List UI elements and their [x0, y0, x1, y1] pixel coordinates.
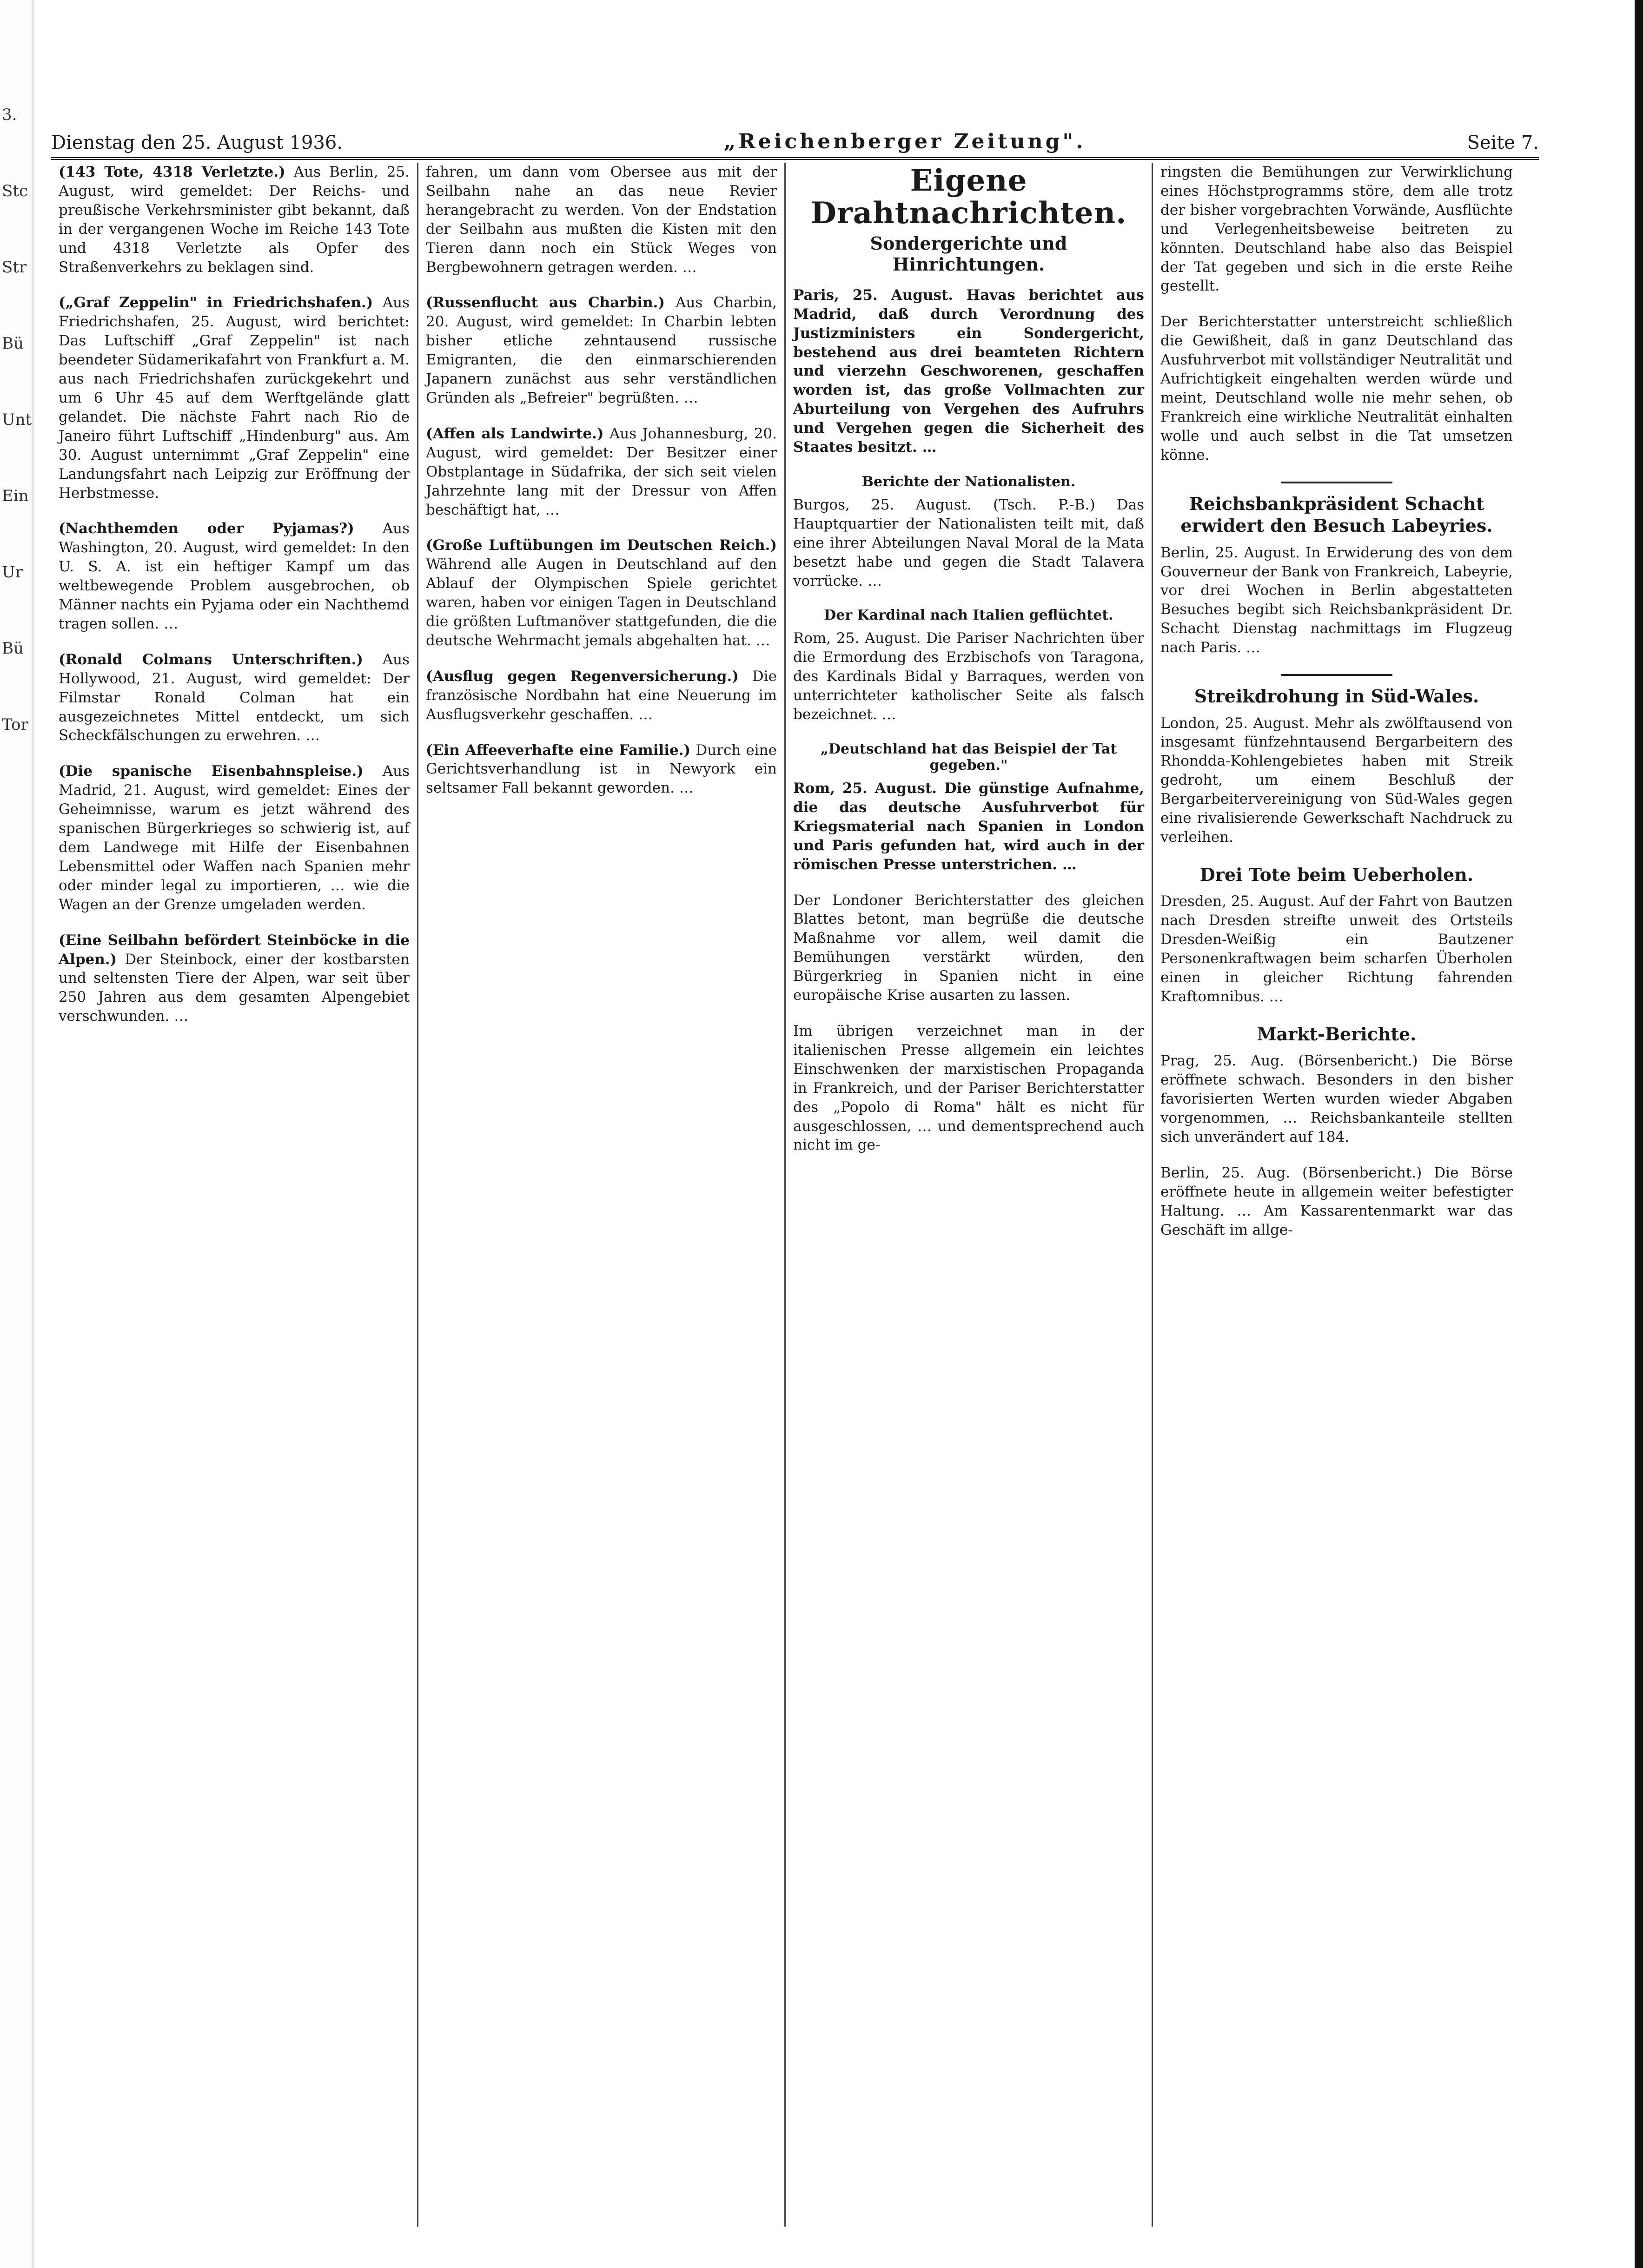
article-body: Der Londoner Berichterstatter des gleichen Blattes betont, man begrüße die deutsche Maßnahme vor allem, weil damit die Bemühungen verstärkt würden, den Bürgerkrieg in Spanien nicht in eine europäische Krise ausarten zu lassen. [793, 892, 1144, 1004]
article [59, 293, 410, 503]
article [793, 496, 1144, 591]
scan-edge-right [1635, 0, 1643, 2268]
edge-fragment: Ur [2, 563, 23, 582]
column-4 [1153, 163, 1520, 2227]
edge-fragment: Tor [2, 715, 28, 734]
article-text [426, 741, 777, 798]
article-body: Aus Friedrichshafen, 25. August, wird berichtet: Das Luftschiff „Graf Zeppelin" ist nach beendeter Südamerikafahrt von Frankfurt a. M. aus nach Friedrichshafen zurückgekehrt und um 6 Uhr 45 auf dem Werftgelände glatt gelandet. Die nächste Fahrt nach Rio de Janeiro führt Luftschiff „Hindenburg" aus. Am 30. August unternimmt „Graf Zeppelin" eine Landungsfahrt nach Leipzig zur Eröffnung der Herbstmesse. [59, 294, 410, 502]
article-body: Während alle Augen in Deutschland auf den Ablauf der Olympischen Spiele gerichtet waren, haben vor einigen Tagen in Deutschland die größten Luftmanöver stattgefunden, die die deutsche Wehrmacht jemals abgehalten hat. … [426, 556, 777, 649]
article-kicker: (Die spanische Eisenbahnspleise.) [59, 763, 364, 780]
edge-fragment: Bü [2, 639, 24, 658]
article-body: Burgos, 25. August. (Tsch. P.-B.) Das Hauptquartier der Nationalisten teilt mit, daß eine ihrer Abteilungen Naval Moral de la Mata besetzt habe und gegen die Stadt Talavera vorrücke. … [793, 496, 1144, 589]
article [426, 424, 777, 520]
edge-fragment: Stc [2, 182, 28, 200]
article-body: Berlin, 25. August. In Erwiderung des von dem Gouverneur der Bank von Frankreich, Labeyrie, vor drei Wochen in Berlin abgestatteten Besuches begibt sich Reichsbankpräsident Dr. Schacht Dienstag nachmittags im Flugzeug nach Paris. … [1160, 544, 1513, 656]
article-body: Im übrigen verzeichnet man in der italienischen Presse allgemein ein leichtes Einschwenken der marxistischen Propaganda in Frankreich, und der Pariser Berichterstatter des „Popolo di Roma" hält es nicht für ausgeschlossen, … und dementsprechend auch nicht im ge- [793, 1022, 1144, 1154]
article-text [59, 293, 410, 503]
article [793, 286, 1144, 457]
article [793, 629, 1144, 724]
article [1160, 714, 1513, 847]
article [59, 519, 410, 633]
article-headline: Streikdrohung in Süd-Wales. [1194, 686, 1479, 707]
divider [1281, 482, 1392, 483]
article-kicker: (Große Luftübungen im Deutschen Reich.) [426, 537, 777, 554]
article-body: Paris, 25. August. Havas berichtet aus Madrid, daß durch Verordnung des Justizministers ein Sondergericht, bestehend aus drei beamteten Richtern und vierzehn Geschworenen, geschaffen worden ist, das große Vollmachten zur Aburteilung von Vergehen des Aufruhrs und Vergehen gegen die Sicherheit des Staates besitzt. … [793, 286, 1144, 456]
article-body: Berlin, 25. Aug. (Börsenbericht.) Die Börse eröffnete heute in allgemein weiter befestigter Haltung. … Am Kassarentenmarkt war das Geschäft im allge- [1160, 1164, 1513, 1238]
article-body: Aus Charbin, 20. August, wird gemeldet: In Charbin lebten bisher etliche zehntausend russische Emigranten, die den einmarschierenden Japanern zunächst aus sehr verständlichen Gründen als „Befreier" begrüßten. … [426, 294, 777, 406]
article [1160, 892, 1513, 1006]
article-body: Aus Washington, 20. August, wird gemeldet: In den U. S. A. ist ein heftiger Kampf um das weltbewegende Problem ausgebrochen, ob Männer nachts ein Pyjama oder ein Nachthemd tragen sollen. … [59, 520, 410, 632]
article [59, 931, 410, 1026]
article [793, 891, 1144, 1005]
article-headline: Reichsbankpräsident Schacht erwidert den Besuch Labeyries. [1180, 493, 1493, 536]
article-kicker: (Ronald Colmans Unterschriften.) [59, 651, 363, 668]
article-body: Rom, 25. August. Die günstige Aufnahme, die das deutsche Ausfuhrverbot für Kriegsmaterial nach Spanien in London und Paris gefunden hat, wird auch in der römischen Presse unterstrichen. … [793, 780, 1144, 873]
article-body: Durch eine Gerichtsverhandlung ist in Newyork ein seltsamer Fall bekannt geworden. … [426, 741, 777, 797]
article-body: Dresden, 25. August. Auf der Fahrt von Bautzen nach Dresden streifte unweit des Ortsteils Dresden-Weißig ein Bautzener Personenkraftwagen beim scharfen Überholen einen in gleicher Richtung fahrenden Kraftomnibus. … [1160, 893, 1513, 1005]
article [426, 741, 777, 798]
article-headline: Berichte der Nationalisten. [861, 473, 1076, 490]
article-kicker: (Ein Affeeverhafte eine Familie.) [426, 741, 691, 759]
article-kicker: (Affen als Landwirte.) [426, 425, 604, 442]
article-headline: Markt-Berichte. [1257, 1023, 1417, 1045]
article-text [59, 931, 410, 1026]
article-kicker: („Graf Zeppelin" in Friedrichshafen.) [59, 294, 373, 311]
article-text [426, 536, 777, 650]
article-text [426, 667, 777, 724]
article-kicker: (143 Tote, 4318 Verletzte.) [59, 164, 285, 180]
article [59, 650, 410, 746]
header-date: Dienstag den 25. August 1936. [51, 132, 343, 153]
edge-fragment: Str [2, 258, 27, 277]
article-text [59, 163, 410, 277]
article-headline: Drei Tote beim Ueberholen. [1199, 864, 1474, 885]
article-body: Aus Berlin, 25. August, wird gemeldet: Der Reichs- und preußische Verkehrsminister gibt bekannt, daß in der vergangenen Woche im Reiche 143 Tote und 4318 Verletzte als Opfer des Straßenverkehrs zu beklagen sind. [59, 164, 410, 276]
article-text [426, 424, 777, 520]
article-body: Aus Hollywood, 21. August, wird gemeldet: Der Filmstar Ronald Colman hat ein ausgezeichnetes Mittel entdeckt, um sich Scheckfälschungen zu erwehren. … [59, 651, 410, 744]
article-body: Aus Johannesburg, 20. August, wird gemeldet: Der Besitzer einer Obstplantage in Südafrika, der sich seit vielen Jahrzehnte lang mit der Dressur von Affen beschäftigt hat, … [426, 425, 777, 518]
article [793, 1022, 1144, 1155]
article-headline: „Deutschland hat das Beispiel der Tat gegeben." [820, 741, 1117, 774]
columns [51, 163, 1539, 2227]
article-body: London, 25. August. Mehr als zwölftausend von insgesamt fünfzehntausend Bergarbeitern des Rhondda-Kohlengebietes haben mit Streik gedroht, um einem Beschluß der Bergarbeitervereinigung von Süd-Wales gegen eine rivalisierende Gewerkschaft Nachdruck zu verleihen. [1160, 714, 1513, 846]
article-kicker: (Nachthemden oder Pyjamas?) [59, 520, 354, 537]
article [426, 667, 777, 724]
article [1160, 312, 1513, 464]
article-body: fahren, um dann vom Obersee aus mit der Seilbahn nahe an das neue Revier herangebracht zu werden. Von der Endstation der Seilbahn aus mußten die Kisten mit den Tieren dann noch ein Stück Weges von Bergbewohnern getragen werden. … [426, 164, 777, 276]
article-body: Aus Madrid, 21. August, wird gemeldet: Eines der Geheimnisse, warum es jetzt während des spanischen Bürgerkrieges so schwierig ist, auf dem Landwege mit Hilfe der Eisenbahnen Lebensmittel oder Waffen nach Spanien mehr oder minder legal zu importieren, … wie die Wagen an der Grenze umgeladen werden. [59, 763, 410, 913]
article [59, 163, 410, 277]
article-text [59, 650, 410, 746]
column-1 [51, 163, 418, 2227]
article-body: Prag, 25. Aug. (Börsenbericht.) Die Börse eröffnete schwach. Besonders in den bisher favorisierten Werten wurden wieder Abgaben vorgenommen, … Reichsbankanteile stellten sich unverändert auf 184. [1160, 1052, 1513, 1145]
header-paper-name: „Reichenberger Zeitung". [723, 130, 1086, 153]
section-subtitle: Sondergerichte und Hinrichtungen. [870, 232, 1067, 275]
article [59, 762, 410, 914]
article-body: Der Berichterstatter unterstreicht schließlich die Gewißheit, daß in ganz Deutschland das Ausfuhrverbot mit vollständiger Neutralität und Aufrichtigkeit eingehalten werden würde und meint, Deutschland wolle nie mehr sehen, ob Frankreich eine wirkliche Neutralität einhalten wolle und auch selbst in die Tat umsetzen könne. [1160, 313, 1513, 463]
edge-fragment: 3. [2, 106, 17, 124]
article [426, 536, 777, 650]
page-header [51, 112, 1539, 160]
article-headline: Der Kardinal nach Italien geflüchtet. [824, 607, 1113, 624]
article-body: Die französische Nordbahn hat eine Neuerung im Ausflugsverkehr geschaffen. … [426, 668, 777, 723]
article-text [59, 519, 410, 633]
article-body: Der Steinbock, einer der kostbarsten und seltensten Tiere der Alpen, war seit über 250 Jahren aus dem gesamten Alpengebiet verschwunden. … [59, 951, 410, 1025]
column-3 [786, 163, 1153, 2227]
article [1160, 163, 1513, 296]
article [426, 163, 777, 277]
header-page-number: Seite 7. [1467, 132, 1539, 153]
article [1160, 1051, 1513, 1147]
article-text [426, 293, 777, 407]
article [1160, 543, 1513, 657]
article-kicker: (Russenflucht aus Charbin.) [426, 294, 665, 311]
section-title: Eigene Drahtnachrichten. [810, 163, 1127, 231]
edge-fragment: Ein [2, 487, 29, 505]
article-kicker: (Ausflug gegen Regenversicherung.) [426, 668, 739, 685]
edge-fragment: Unt [2, 410, 32, 429]
article [1160, 1164, 1513, 1240]
article [793, 779, 1144, 874]
article-text [59, 762, 410, 914]
article-body: ringsten die Bemühungen zur Verwirklichung eines Höchstprogramms störe, dem alle trotz der bisher vorgebrachten Vorwände, Ausflüchte und Verlegenheitsbeweise beitreten zu könnten. Deutschland habe also das Beispiel der Tat gegeben und sich in die erste Reihe gestellt. [1160, 164, 1513, 295]
divider [1281, 674, 1392, 676]
article-text [426, 163, 777, 277]
article-body: Rom, 25. August. Die Pariser Nachrichten über die Ermordung des Erzbischofs von Taragona, des Kardinals Bidal y Barraques, werden von unterrichteter katholischer Seite als falsch bezeichnet. … [793, 630, 1144, 723]
column-2 [418, 163, 786, 2227]
scan-edge-left [0, 0, 33, 2268]
newspaper-page [51, 112, 1539, 2231]
article-kicker: (Eine Seilbahn befördert Steinböcke in die Alpen.) [59, 932, 410, 968]
neighbor-page-fragments [2, 107, 30, 793]
article [426, 293, 777, 407]
edge-fragment: Bü [2, 334, 24, 353]
